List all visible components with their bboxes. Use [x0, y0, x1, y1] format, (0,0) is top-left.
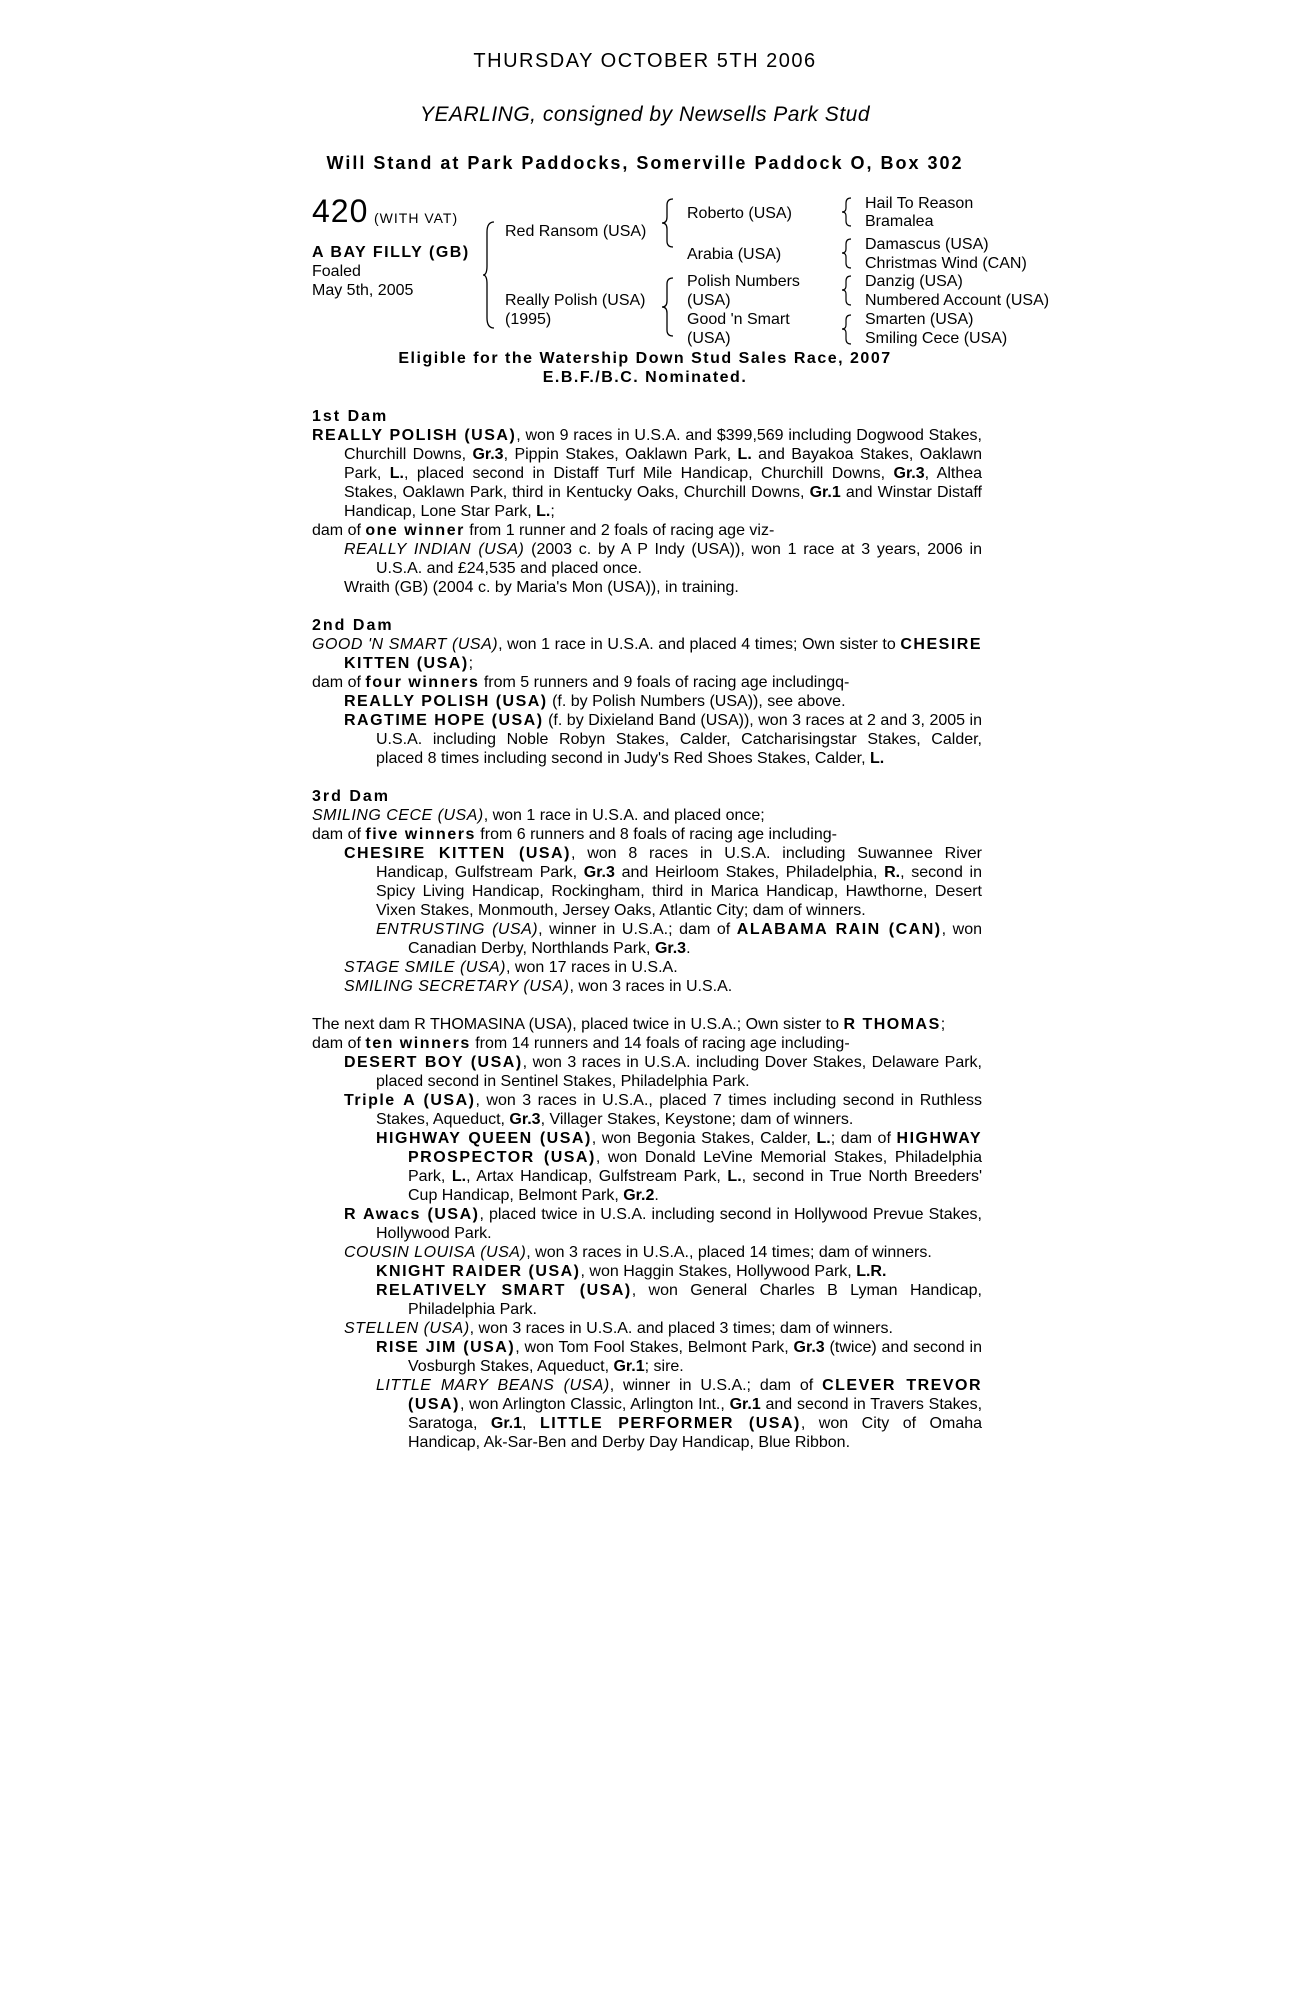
dam2-record: GOOD 'N SMART (USA), won 1 race in U.S.A. and placed 4 times; Own sister to CHESIRE KITTEN (USA); — [312, 636, 982, 672]
nextdam-offspring-3: R Awacs (USA), placed twice in U.S.A. including second in Hollywood Prevue Stakes, Hollywood Park. — [344, 1206, 982, 1242]
pedigree-sire-sire: Roberto (USA) — [687, 205, 792, 222]
nomination-note: E.B.F./B.C. Nominated. — [542, 369, 748, 386]
pedigree-dss: Danzig (USA) — [865, 273, 963, 290]
pedigree-sire-dam: Arabia (USA) — [687, 246, 782, 263]
nextdam-grand-offspring-1: HIGHWAY QUEEN (USA), won Begonia Stakes, Calder, L.; dam of HIGHWAY PROSPECTOR (USA), won Donald LeVine Memorial Stakes, Philadelphia Park, L., Artax Handicap, Gulfstream Park, L., second in True North Breeders' Cup Handicap, Belmont Park, Gr.2. — [376, 1130, 983, 1204]
nextdam-offspring-5: STELLEN (USA), won 3 races in U.S.A. and placed 3 times; dam of winners. — [344, 1320, 893, 1337]
yearling-consignor: YEARLING, consigned by Newsells Park Stud — [419, 103, 871, 126]
pedigree-brace-dd — [841, 313, 853, 346]
dam2-heading: 2nd Dam — [312, 617, 394, 634]
nextdam-offspring-1: DESERT BOY (USA), won 3 races in U.S.A. including Dover Stakes, Delaware Park, placed second in Sentinel Stakes, Philadelphia Park. — [344, 1054, 983, 1090]
pedigree-brace-ds — [841, 274, 853, 307]
pedigree-dds: Smarten (USA) — [865, 311, 974, 328]
nextdam-grand-offspring-5: LITTLE MARY BEANS (USA), winner in U.S.A.; dam of CLEVER TREVOR (USA), won Arlington Classic, Arlington Int., Gr.1 and second in Travers Stakes, Saratoga, Gr.1, LITTLE PERFORMER (USA), won City of Omaha Handicap, Ak-Sar-Ben and Derby Day Handicap, Blue Ribbon. — [376, 1377, 983, 1451]
nextdam-grand-offspring-4: RISE JIM (USA), won Tom Fool Stakes, Belmont Park, Gr.3 (twice) and second in Vosburgh Stakes, Aqueduct, Gr.1; sire. — [376, 1339, 983, 1375]
pedigree-brace-sd — [841, 237, 853, 270]
foaled-date: May 5th, 2005 — [312, 282, 414, 299]
pedigree-dam-sire-line1: Polish Numbers — [687, 273, 800, 290]
dam2-offspring-2: RAGTIME HOPE (USA) (f. by Dixieland Band (USA)), won 3 races at 2 and 3, 2005 in U.S.A. including Noble Robyn Stakes, Calder, Catcharisingstar Stakes, Calder, placed 8 times including second in Judy's Red Shoes Stakes, Calder, L. — [344, 712, 983, 767]
pedigree-ddd: Smiling Cece (USA) — [865, 330, 1008, 347]
pedigree-dam-sire-line2: (USA) — [687, 292, 731, 309]
pedigree-brace-ss — [841, 196, 853, 228]
pedigree-ssd: Bramalea — [865, 213, 934, 230]
nextdam-grand-offspring-3: RELATIVELY SMART (USA), won General Charles B Lyman Handicap, Philadelphia Park. — [376, 1282, 982, 1318]
dam2-produce-summary: dam of four winners from 5 runners and 9 foals of racing age includingq- — [312, 674, 850, 691]
family-body — [312, 407, 982, 1452]
stand-location: Will Stand at Park Paddocks, Somerville Paddock O, Box 302 — [326, 153, 964, 173]
dam1-offspring-2: Wraith (GB) (2004 c. by Maria's Mon (USA)), in training. — [344, 579, 739, 596]
foaled-label: Foaled — [312, 263, 361, 280]
dam3-offspring-1: CHESIRE KITTEN (USA), won 8 races in U.S.A. including Suwannee River Handicap, Gulfstream Park, Gr.3 and Heirloom Stakes, Philadelphia, R., second in Spicy Living Handicap, Rockingham, third in Marica Handicap, Hawthorne, Desert Vixen Stakes, Monmouth, Jersey Oaks, Atlantic City; dam of winners. — [344, 845, 983, 919]
dam3-produce-summary: dam of five winners from 6 runners and 8 foals of racing age including- — [312, 826, 837, 843]
lot-title: A BAY FILLY (GB) — [312, 244, 470, 261]
dam3-grand-offspring-1: ENTRUSTING (USA), winner in U.S.A.; dam of ALABAMA RAIN (CAN), won Canadian Derby, Northlands Park, Gr.3. — [376, 921, 982, 957]
pedigree-sss: Hail To Reason — [865, 195, 974, 212]
nextdam-grand-offspring-2: KNIGHT RAIDER (USA), won Haggin Stakes, Hollywood Park, L.R. — [376, 1263, 887, 1280]
lot-number: 420 — [312, 193, 369, 229]
sales-race-eligibility: Eligible for the Watership Down Stud Sales Race, 2007 — [398, 350, 892, 367]
dam1-heading: 1st Dam — [312, 408, 389, 425]
pedigree-sds: Damascus (USA) — [865, 236, 989, 253]
pedigree-brace-dam — [661, 276, 675, 338]
dam1-record: REALLY POLISH (USA), won 9 races in U.S.A. and $399,569 including Dogwood Stakes, Churchill Downs, Gr.3, Pippin Stakes, Oaklawn Park, L. and Bayakoa Stakes, Oaklawn Park, L., placed second in Distaff Turf Mile Handicap, Churchill Downs, Gr.3, Althea Stakes, Oaklawn Park, third in Kentucky Oaks, Churchill Downs, Gr.1 and Winstar Distaff Handicap, Lone Star Park, L.; — [312, 427, 983, 520]
nextdam-record: The next dam R THOMASINA (USA), placed twice in U.S.A.; Own sister to R THOMAS; — [312, 1016, 946, 1033]
dam2-offspring-1: REALLY POLISH (USA) (f. by Polish Numbers (USA)), see above. — [344, 693, 846, 710]
pedigree-sdd: Christmas Wind (CAN) — [865, 255, 1027, 272]
pedigree-dam-line1: Really Polish (USA) — [505, 292, 646, 309]
dam1-produce-summary: dam of one winner from 1 runner and 2 foals of racing age viz- — [312, 522, 775, 539]
nextdam-produce-summary: dam of ten winners from 14 runners and 14 foals of racing age including- — [312, 1035, 850, 1052]
pedigree-dam-dam-line2: (USA) — [687, 330, 731, 347]
dam1-offspring-1: REALLY INDIAN (USA) (2003 c. by A P Indy (USA)), won 1 race at 3 years, 2006 in U.S.A. and £24,535 and placed once. — [344, 541, 982, 577]
dam3-offspring-3: SMILING SECRETARY (USA), won 3 races in U.S.A. — [344, 978, 733, 995]
dam3-record: SMILING CECE (USA), won 1 race in U.S.A. and placed once; — [312, 807, 765, 824]
pedigree-brace-main — [482, 220, 496, 330]
pedigree-dsd: Numbered Account (USA) — [865, 292, 1050, 309]
pedigree-dam-dam-line1: Good 'n Smart — [687, 311, 790, 328]
dam3-heading: 3rd Dam — [312, 788, 391, 805]
lot-vat: (WITH VAT) — [374, 210, 459, 226]
nextdam-offspring-4: COUSIN LOUISA (USA), won 3 races in U.S.A., placed 14 times; dam of winners. — [344, 1244, 932, 1261]
sale-date: THURSDAY OCTOBER 5TH 2006 — [473, 50, 817, 72]
dam3-offspring-2: STAGE SMILE (USA), won 17 races in U.S.A. — [344, 959, 678, 976]
nextdam-offspring-2: Triple A (USA), won 3 races in U.S.A., placed 7 times including second in Ruthless Stakes, Aqueduct, Gr.3, Villager Stakes, Keystone; dam of winners. — [344, 1092, 983, 1128]
pedigree-brace-sire — [661, 197, 675, 249]
pedigree-dam-line2: (1995) — [505, 311, 552, 328]
pedigree-sire: Red Ransom (USA) — [505, 223, 647, 240]
